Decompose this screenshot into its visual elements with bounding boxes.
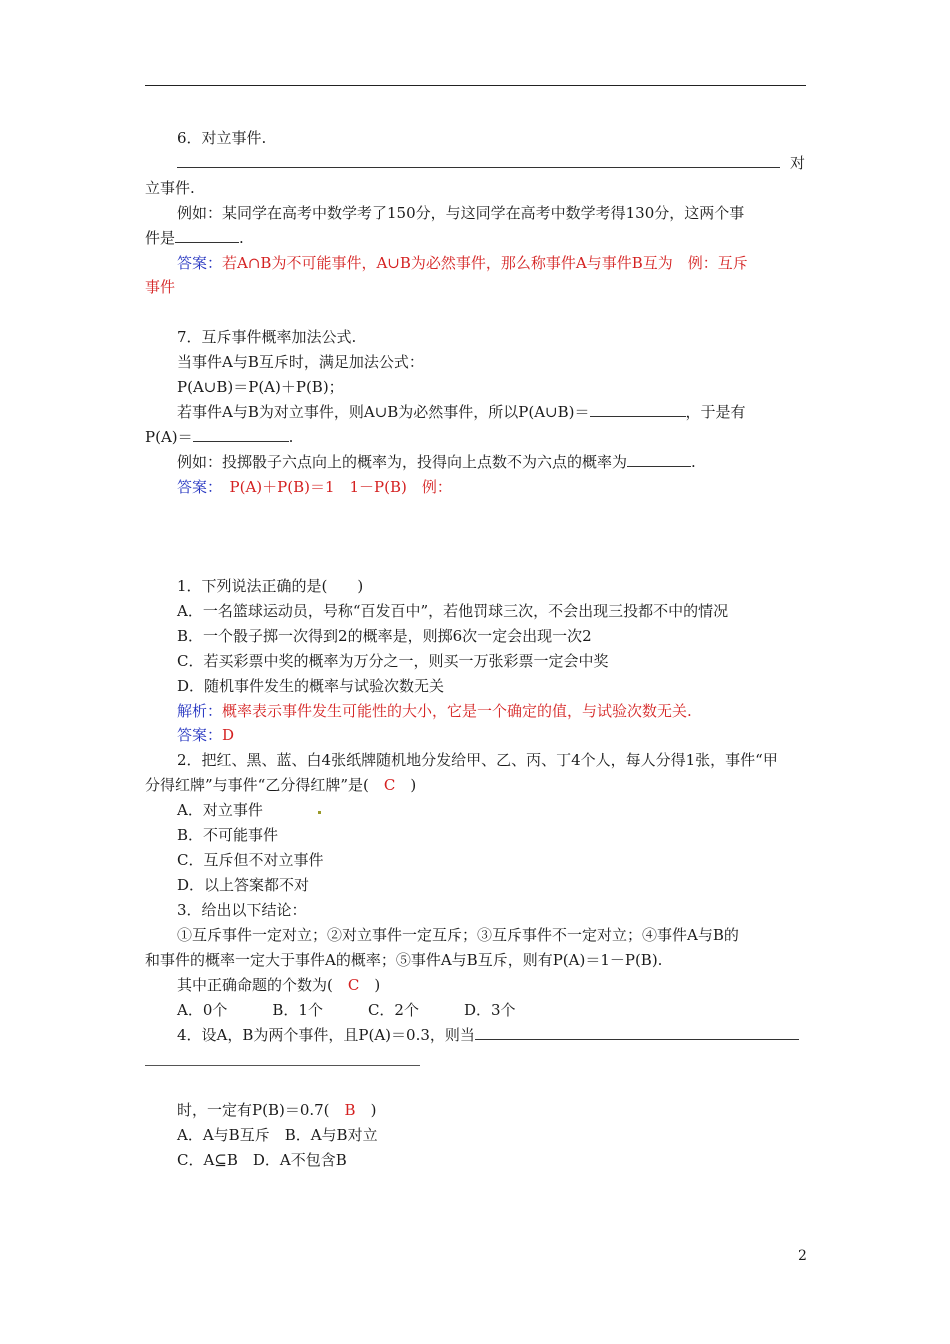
q6-example-2: 件是 .	[145, 229, 244, 247]
ex3-options: A．0个 B．1个 C．2个 D．3个	[177, 1001, 516, 1019]
ex1-analysis: 解析：概率表示事件发生可能性的大小，它是一个确定的值，与试验次数无关.	[177, 702, 692, 720]
q6-example-1: 例如：某同学在高考中数学考了150分，与这同学在高考中数学考得130分，这两个事	[177, 204, 745, 222]
ex1-option-c: C．若买彩票中奖的概率为万分之一，则买一万张彩票一定会中奖	[177, 652, 609, 670]
ex2-answer: C	[383, 776, 396, 794]
q6-blank	[177, 153, 780, 168]
ex4-answer: B	[344, 1101, 356, 1119]
q7-title: 7．互斥事件概率加法公式.	[177, 328, 357, 346]
q7-blank-2	[193, 427, 289, 442]
ex2-option-b: B．不可能事件	[177, 826, 279, 844]
page-number: 2	[798, 1248, 807, 1264]
q6-title: 6．对立事件.	[177, 129, 267, 147]
answer-label: 答案：	[177, 726, 223, 744]
ex1-stem: 1．下列说法正确的是( )	[177, 577, 364, 595]
decorative-dot	[318, 811, 321, 814]
ex4-options-ab: A．A与B互斥 B．A与B对立	[177, 1126, 378, 1144]
analysis-label: 解析：	[177, 702, 223, 720]
ex2-stem-1: 2．把红、黑、蓝、白4张纸牌随机地分发给甲、乙、丙、丁4个人，每人分得1张，事件“甲	[177, 751, 778, 769]
q7-line2: P(A∪B)＝P(A)＋P(B)；	[177, 378, 344, 396]
q7-line1: 当事件A与B互斥时，满足加法公式：	[177, 353, 424, 371]
q7-answer: 答案： P(A)＋P(B)＝1 1－P(B) 例：	[177, 478, 452, 496]
answer-label: 答案：	[177, 478, 215, 496]
answer-label: 答案：	[177, 254, 223, 272]
q6-blank-line	[177, 153, 780, 173]
ex3-line1: ①互斥事件一定对立；②对立事件一定互斥；③互斥事件不一定对立；④事件A与B的	[177, 926, 739, 944]
ex2-option-c: C．互斥但不对立事件	[177, 851, 324, 869]
ex1-answer: 答案：D	[177, 726, 235, 744]
q6-answer: 答案：若A∩B为不可能事件，A∪B为必然事件，那么称事件A与事件B互为 例：互斥	[177, 254, 748, 272]
q7-blank-1	[590, 402, 686, 417]
ex4-options-cd: C．A⊆B D．A不包含B	[177, 1151, 347, 1169]
q6-line2: 立事件.	[145, 179, 195, 197]
q7-blank-3	[627, 452, 691, 467]
ex4-blank	[475, 1025, 799, 1040]
q7-line4: P(A)＝ .	[145, 428, 294, 446]
ex3-line2: 和事件的概率一定大于事件A的概率；⑤事件A与B互斥，则有P(A)＝1－P(B).	[145, 951, 663, 969]
header-rule	[145, 85, 806, 86]
ex4-line2: 时，一定有P(B)＝0.7( B )	[177, 1101, 377, 1119]
q6-answer-2: 事件	[145, 278, 176, 296]
ex1-option-d: D．随机事件发生的概率与试验次数无关	[177, 677, 445, 695]
ex2-stem-2: 分得红牌”与事件“乙分得红牌”是( C )	[145, 776, 417, 794]
ex3-answer: C	[347, 976, 360, 994]
ex1-option-b: B．一个骰子掷一次得到2的概率是，则掷6次一定会出现一次2	[177, 627, 592, 645]
ex4-blank-continuation	[145, 1065, 420, 1066]
q7-line5: 例如：投掷骰子六点向上的概率为，投得向上点数不为六点的概率为 .	[177, 453, 696, 471]
ex1-option-a: A．一名篮球运动员，号称“百发百中”，若他罚球三次，不会出现三投都不中的情况	[177, 602, 729, 620]
ex3-line3: 其中正确命题的个数为( C )	[177, 976, 381, 994]
q6-word: 对	[790, 154, 806, 172]
ex3-stem: 3．给出以下结论：	[177, 901, 307, 919]
q6-example-blank	[175, 228, 239, 243]
ex2-option-a: A．对立事件	[177, 801, 263, 819]
ex4-stem: 4．设A，B为两个事件，且P(A)＝0.3，则当	[177, 1025, 799, 1045]
ex2-option-d: D．以上答案都不对	[177, 876, 310, 894]
q7-line3: 若事件A与B为对立事件，则A∪B为必然事件，所以P(A∪B)＝ ，于是有	[177, 403, 746, 421]
